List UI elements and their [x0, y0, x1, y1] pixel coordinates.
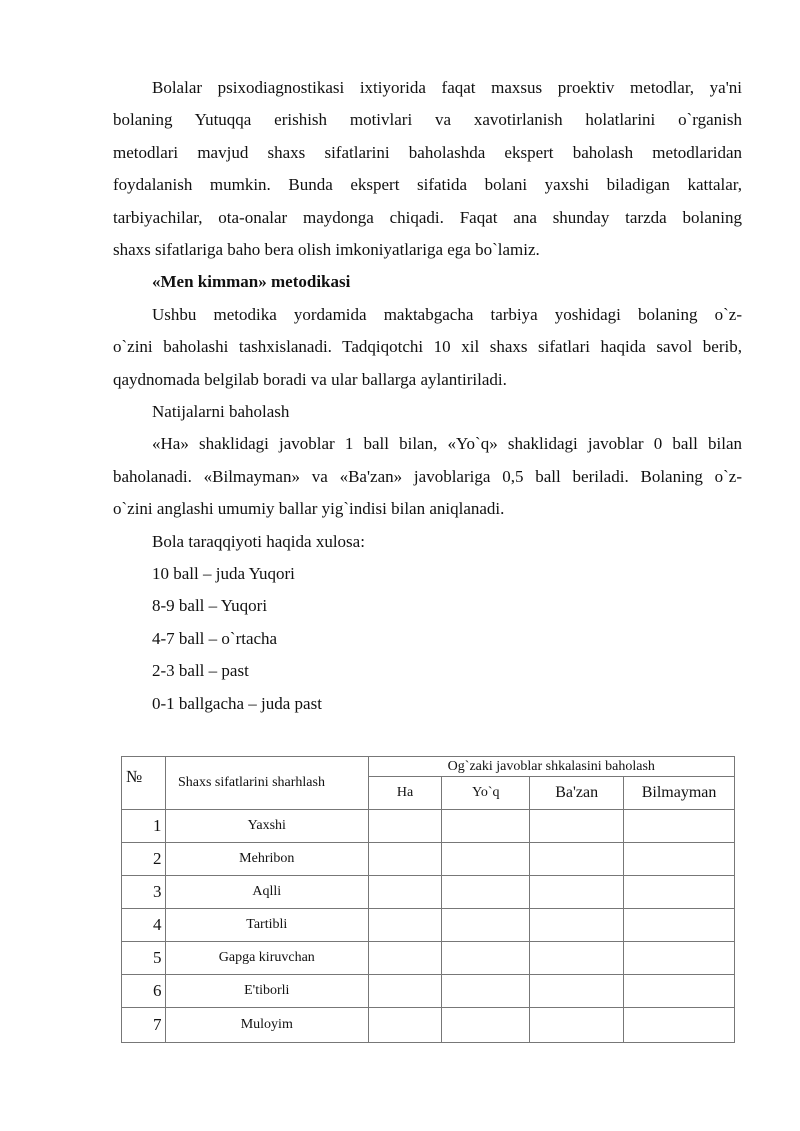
- text-line: foydalanish mumkin. Bunda ekspert sifatida bolani yaxshi biladigan kattalar,: [113, 175, 742, 194]
- scale-item: 4-7 ball – o`rtacha: [152, 629, 278, 648]
- row-number: 6: [122, 975, 166, 1008]
- trait-header: Shaxs sifatlarini sharhlash: [165, 757, 368, 810]
- answer-cell: [530, 1008, 624, 1043]
- text-line: qaydnomada belgilab boradi va ular ballarga aylantiriladi.: [113, 370, 507, 389]
- text-line: baholanadi. «Bilmayman» va «Ba'zan» javoblariga 0,5 ball beriladi. Bolaning o`z-: [113, 467, 742, 486]
- answer-cell: [530, 942, 624, 975]
- answer-cell: [624, 975, 735, 1008]
- answer-cell: [368, 843, 442, 876]
- table-row: [122, 810, 735, 843]
- answer-cell: [530, 975, 624, 1008]
- scale-header: Og`zaki javoblar shkalasini baholash: [368, 757, 734, 777]
- scale-item: 8-9 ball – Yuqori: [152, 596, 268, 615]
- conclusion-heading: Bola taraqqiyoti haqida xulosa:: [152, 532, 365, 551]
- text-line: metodlari mavjud shaxs sifatlarini baholashda ekspert baholash metodlaridan: [113, 143, 742, 162]
- answer-header-bazan: Ba'zan: [530, 777, 624, 810]
- text-line: o`zini anglashi umumiy ballar yig`indisi bilan aniqlanadi.: [113, 499, 505, 518]
- trait-name: Tartibli: [165, 909, 368, 942]
- answer-cell: [624, 942, 735, 975]
- answer-cell: [442, 876, 530, 909]
- row-number: 4: [122, 909, 166, 942]
- text-line: Ushbu metodika yordamida maktabgacha tarbiya yoshidagi bolaning o`z-: [152, 305, 742, 324]
- text-line: «Ha» shaklidagi javoblar 1 ball bilan, «Yo`q» shaklidagi javoblar 0 ball bilan: [152, 434, 742, 453]
- answer-cell: [368, 909, 442, 942]
- scale-item: 10 ball – juda Yuqori: [152, 564, 295, 583]
- table-row: [122, 942, 735, 975]
- answer-header-yoq: Yo`q: [442, 777, 530, 810]
- row-number: 5: [122, 942, 166, 975]
- answer-cell: [530, 909, 624, 942]
- table-row: [122, 1008, 735, 1043]
- answer-cell: [624, 1008, 735, 1043]
- text-line: tarbiyachilar, ota-onalar maydonga chiqadi. Faqat ana shunday tarzda bolaning: [113, 208, 742, 227]
- trait-name: Yaxshi: [165, 810, 368, 843]
- answer-cell: [442, 843, 530, 876]
- table-row: [122, 843, 735, 876]
- scale-item: 0-1 ballgacha – juda past: [152, 694, 322, 713]
- row-number: 3: [122, 876, 166, 909]
- trait-name: Aqlli: [165, 876, 368, 909]
- answer-cell: [368, 975, 442, 1008]
- answer-cell: [442, 942, 530, 975]
- answer-cell: [368, 942, 442, 975]
- text-line: Bolalar psixodiagnostikasi ixtiyorida faqat maxsus proektiv metodlar, ya'ni: [152, 78, 742, 97]
- trait-name: Muloyim: [165, 1008, 368, 1043]
- answer-cell: [530, 810, 624, 843]
- results-heading: Natijalarni baholash: [152, 402, 290, 421]
- answer-cell: [442, 975, 530, 1008]
- answer-header-bilmayman: Bilmayman: [624, 777, 735, 810]
- answer-cell: [368, 810, 442, 843]
- answer-cell: [368, 1008, 442, 1043]
- answer-cell: [368, 876, 442, 909]
- number-header: №: [126, 767, 143, 786]
- answer-cell: [442, 810, 530, 843]
- text-line: shaxs sifatlariga baho bera olish imkoniyatlariga ega bo`lamiz.: [113, 240, 540, 259]
- trait-name: Gapga kiruvchan: [165, 942, 368, 975]
- scale-item: 2-3 ball – past: [152, 661, 249, 680]
- answer-cell: [530, 843, 624, 876]
- answer-cell: [624, 909, 735, 942]
- answer-cell: [530, 876, 624, 909]
- row-number: 7: [122, 1008, 166, 1043]
- assessment-table: [121, 756, 735, 1043]
- answer-cell: [442, 1008, 530, 1043]
- trait-name: E'tiborli: [165, 975, 368, 1008]
- text-line: o`zini baholashi tashxislanadi. Tadqiqotchi 10 xil shaxs sifatlari haqida savol berib,: [113, 337, 742, 356]
- table-row: [122, 909, 735, 942]
- table-row: [122, 876, 735, 909]
- text-line: bolaning Yutuqqa erishish motivlari va xavotirlanish holatlarini o`rganish: [113, 110, 742, 129]
- row-number: 2: [122, 843, 166, 876]
- table-header-row: [122, 757, 735, 777]
- trait-name: Mehribon: [165, 843, 368, 876]
- answer-cell: [442, 909, 530, 942]
- row-number: 1: [122, 810, 166, 843]
- number-header-cell: [122, 757, 166, 810]
- answer-cell: [624, 843, 735, 876]
- method-title: «Men kimman» metodikasi: [152, 272, 351, 291]
- table-row: [122, 975, 735, 1008]
- answer-cell: [624, 876, 735, 909]
- answer-cell: [624, 810, 735, 843]
- answer-header-ha: Ha: [368, 777, 442, 810]
